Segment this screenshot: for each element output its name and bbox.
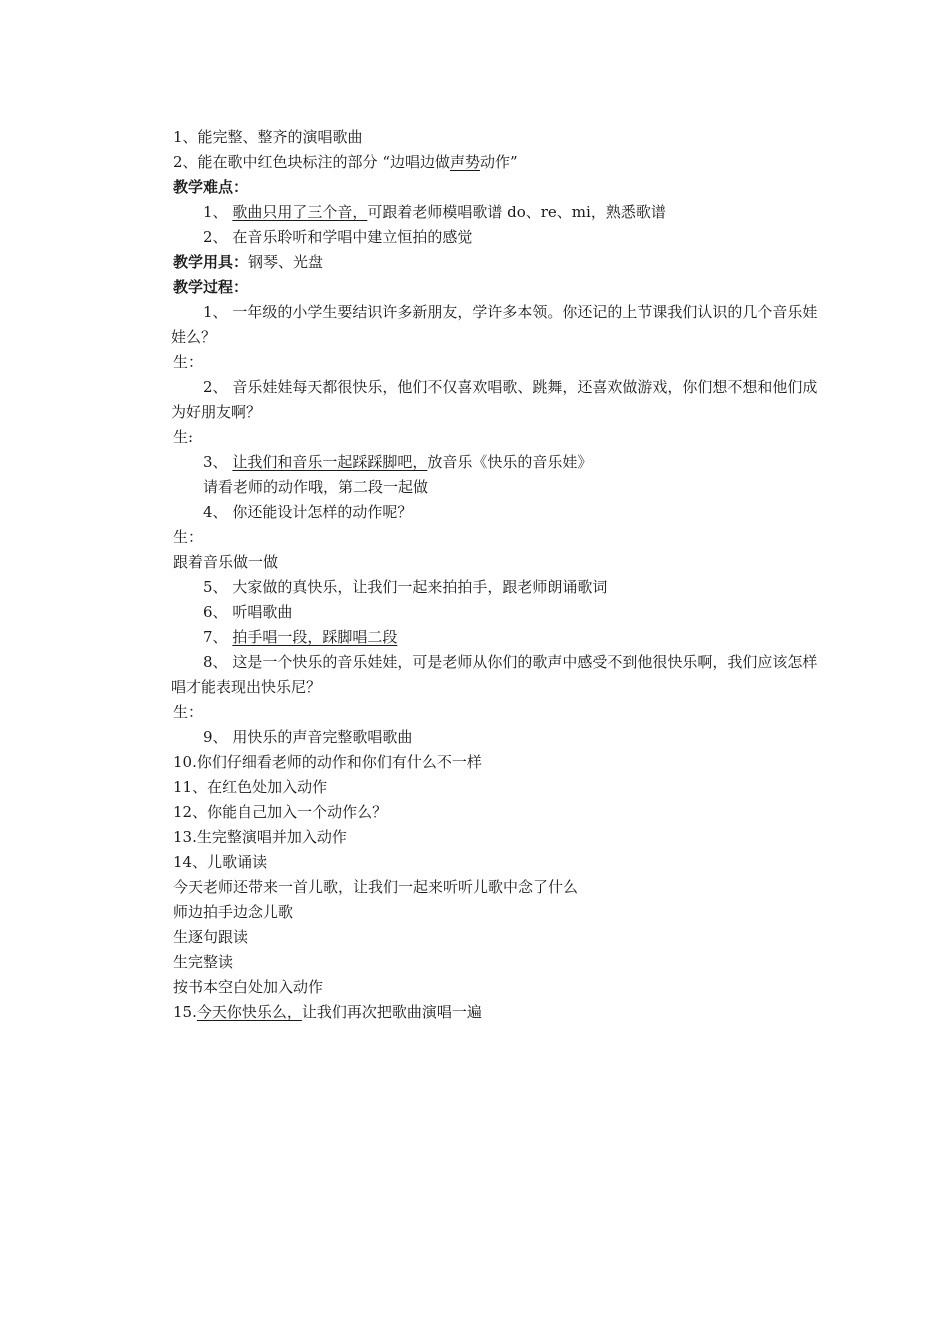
text-line: 跟着音乐做一做 — [173, 553, 279, 571]
student-response: 生: — [173, 428, 194, 446]
underlined-text: 歌曲只用了三个音， — [232, 203, 368, 221]
text-line: 生完整读 — [173, 953, 234, 971]
section-heading-process: 教学过程： — [173, 278, 249, 296]
list-item: 9、 用快乐的声音完整歌唱歌曲 — [203, 728, 413, 746]
list-item: 1、 歌曲只用了三个音，可跟着老师模唱歌谱 do、re、mi，熟悉歌谱 — [203, 203, 666, 221]
text-line: 10.你们仔细看老师的动作和你们有什么不一样 — [173, 753, 482, 771]
text-line: 请看老师的动作哦，第二段一起做 — [203, 478, 429, 496]
text-line: 今天老师还带来一首儿歌，让我们一起来听听儿歌中念了什么 — [173, 878, 579, 896]
underlined-text: 今天你快乐么， — [196, 1003, 302, 1021]
text-line: 按书本空白处加入动作 — [173, 978, 324, 996]
list-item: 2、 在音乐聆听和学唱中建立恒拍的感觉 — [203, 228, 473, 246]
goal-line: 1、能完整、整齐的演唱歌曲 — [173, 128, 363, 146]
text-line: 15.今天你快乐么，让我们再次把歌曲演唱一遍 — [173, 1003, 482, 1021]
list-item: 5、 大家做的真快乐，让我们一起来拍拍手，跟老师朗诵歌词 — [203, 578, 608, 596]
list-item: 8、 这是一个快乐的音乐娃娃，可是老师从你们的歌声中感受不到他很快乐啊，我们应该怎样唱才能表现出快乐尼？ — [171, 653, 818, 696]
list-item: 3、 让我们和音乐一起踩踩脚吧，放音乐《快乐的音乐娃》 — [203, 453, 593, 471]
student-response: 生： — [173, 703, 204, 721]
list-item: 7、 拍手唱一段，踩脚唱二段 — [203, 628, 398, 646]
list-item: 4、 你还能设计怎样的动作呢？ — [203, 503, 413, 521]
list-item: 2、 音乐娃娃每天都很快乐，他们不仅喜欢唱歌、跳舞，还喜欢做游戏，你们想不想和他们成为好朋友啊？ — [171, 378, 818, 421]
student-response: 生： — [173, 353, 204, 371]
goal-line: 2、能在歌中红色块标注的部分 “边唱边做声势动作” — [173, 153, 518, 171]
list-item: 6、 听唱歌曲 — [203, 603, 293, 621]
section-heading-difficulties: 教学难点： — [173, 178, 249, 196]
text-line: 生逐句跟读 — [173, 928, 249, 946]
underlined-text: 拍手唱一段，踩脚唱二段 — [232, 628, 398, 646]
document-body — [171, 125, 821, 1025]
student-response: 生： — [173, 528, 204, 546]
text-line: 12、你能自己加入一个动作么？ — [173, 803, 388, 821]
text-line: 师边拍手边念儿歌 — [173, 903, 294, 921]
text-line: 13.生完整演唱并加入动作 — [173, 828, 347, 846]
list-item: 1、 一年级的小学生要结识许多新朋友，学许多本领。你还记的上节课我们认识的几个音乐娃娃么？ — [171, 303, 818, 346]
text-line: 11、在红色处加入动作 — [173, 778, 328, 796]
underlined-text: 让我们和音乐一起踩踩脚吧， — [232, 453, 428, 471]
section-heading-tools: 教学用具：钢琴、光盘 — [173, 253, 324, 271]
underlined-text: 声势 — [449, 153, 480, 171]
text-line: 14、儿歌诵读 — [173, 853, 268, 871]
